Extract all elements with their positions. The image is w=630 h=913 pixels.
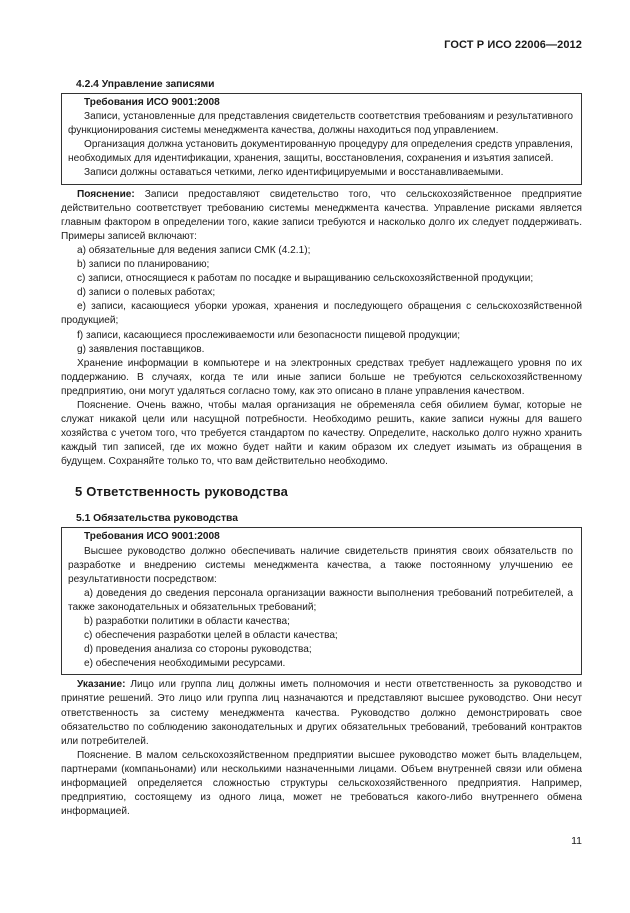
box-list-item: e) обеспечения необходимыми ресурсами.: [84, 658, 286, 670]
box-paragraph: Записи, установленные для представления свидетельств соответствия требованиям и результативного функционирования системы менеджмента качества, должны находиться под управлением.: [68, 111, 573, 137]
box-intro: Высшее руководство должно обеспечивать наличие свидетельств принятия своих обязательств по разработке и внедрению системы менеджмента качества, а также постоянному улучшению ее результативности посредством:: [68, 545, 573, 585]
box-title: Требования ИСО 9001:2008: [84, 97, 220, 108]
section-heading-5: 5 Ответственность руководства: [75, 484, 289, 500]
page-number: 11: [571, 835, 582, 847]
guidance-label: Указание:: [77, 679, 126, 691]
box-title: Требования ИСО 9001:2008: [84, 531, 220, 543]
explanation-text: Записи предоставляют свидетельство того, что сельскохозяйственное предприятие действительно соответствует требованию системы менеджмента качества. Управление рисками является главным фактором в определении того, какие записи требуются и насколько долго их следует поддерживать. Примеры записей включают:: [61, 188, 582, 242]
list-item: e) записи, касающиеся уборки урожая, хранения и последующего обращения с сельскохозяйственной продукцией;: [61, 301, 582, 327]
storage-paragraph: Хранение информации в компьютере и на электронных средствах требует надлежащего уровня по их поддержанию. В случаях, когда те или иные записи больше не требуются сельскохозяйственному предприятию, они могут удаляться согласно тому, как это описано в плане управления качеством.: [61, 357, 582, 397]
guidance-paragraph: [61, 678, 582, 748]
list-item: g) заявления поставщиков.: [77, 343, 205, 355]
note-paragraph: Пояснение. Очень важно, чтобы малая организация не обременяла себя обилием бумаг, которые не служат никакой цели или насущной потребности. Необходимо решить, какие записи нужны для вашего хозяйства с учетом того, что требуется стандартом по качеству. Определите, насколько долго нужно хранить каждый тип записей, где их можно будет найти и каким образом их следует изымать из обращения в будущем. Сохраняйте только то, что вам действительно необходимо.: [61, 399, 582, 468]
requirements-box-management: [61, 527, 582, 675]
box-paragraph: Записи должны оставаться четкими, легко идентифицируемыми и восстанавливаемыми.: [84, 167, 504, 179]
explanation-paragraph: [61, 188, 582, 244]
note-paragraph: Пояснение. В малом сельскохозяйственном предприятии высшее руководство может быть владельцем, партнерами (компаньонами) или несколькими назначенными лицами. Объем внутренней связи или обмена информацией определяется сложностью структуры сельскохозяйственного предприятия. Например, предприятию, состоящему из одного лица, может не требоваться какого-либо внутреннего обмена информацией.: [61, 749, 582, 818]
box-list-item: b) разработки политики в области качества;: [84, 616, 290, 627]
standard-id: ГОСТ Р ИСО 22006—2012: [444, 39, 582, 51]
box-list-item: d) проведения анализа со стороны руководства;: [84, 644, 312, 656]
box-list-item: a) доведения до сведения персонала организации важности выполнения требований потребителей, а также законодательных и обязательных требований;: [68, 587, 573, 613]
section-heading-4-2-4: 4.2.4 Управление записями: [76, 79, 215, 90]
guidance-text: Лицо или группа лиц должны иметь полномочия и нести ответственность за руководство и принятие решений. Это лицо или группа лиц назначаются и представляют высшее руководство. Они несут ответственность за систему менеджмента качества. Руководство должно демонстрировать свое обязательство по соблюдению законодательных и других обязательных требований, требований контрактов или потребителей.: [61, 679, 582, 747]
list-item: b) записи по планированию;: [77, 259, 210, 271]
section-heading-5-1: 5.1 Обязательства руководства: [76, 513, 238, 525]
list-item: f) записи, касающиеся прослеживаемости или безопасности пищевой продукции;: [77, 329, 461, 341]
list-item: a) обязательные для ведения записи СМК (4.2.1);: [77, 244, 311, 256]
page-content: [61, 78, 582, 819]
explanation-label: Пояснение:: [77, 188, 135, 200]
requirements-box-records: [61, 93, 582, 185]
box-paragraph: Организация должна установить документированную процедуру для определения средств управления, необходимых для идентификации, хранения, защиты, восстановления, сохранения и изъятия записей.: [68, 139, 573, 165]
list-item: d) записи о полевых работах;: [77, 287, 216, 299]
box-list-item: c) обеспечения разработки целей в области качества;: [84, 630, 338, 642]
list-item: c) записи, относящиеся к работам по посадке и выращиванию сельскохозяйственной продукции;: [77, 273, 534, 285]
